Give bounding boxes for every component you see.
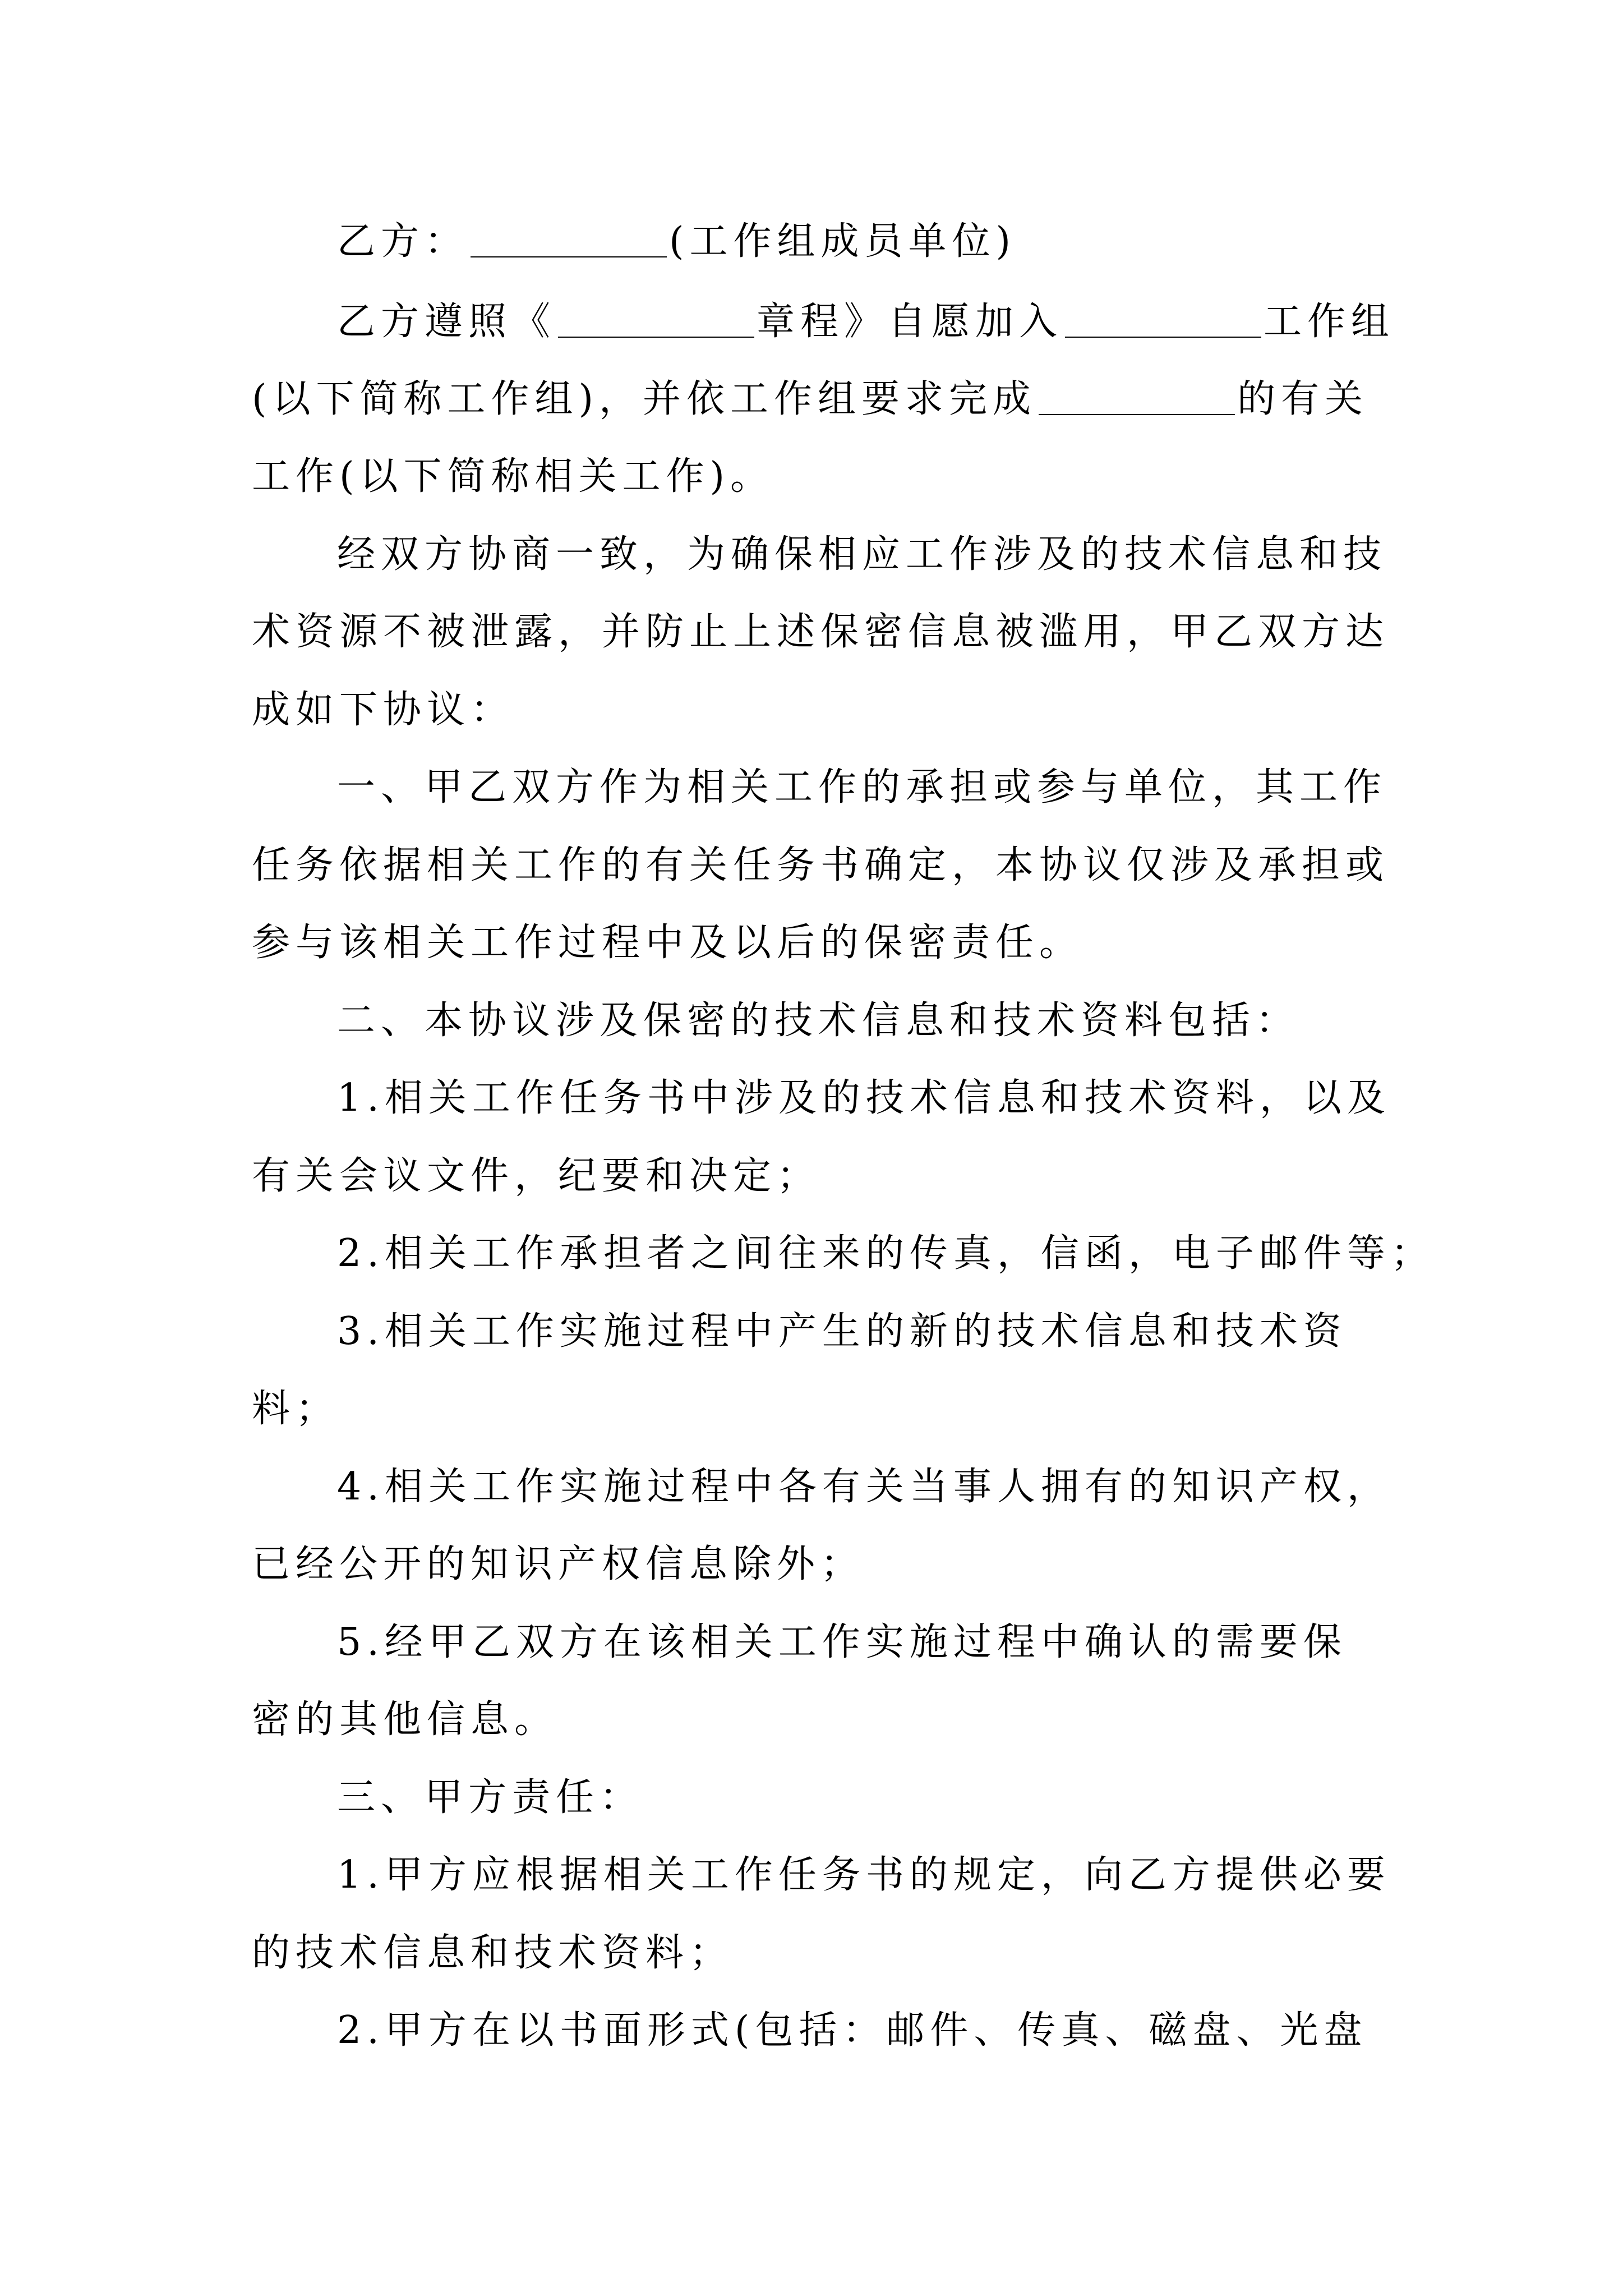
clause-3-item-2-line-1: 2.甲方在以书面形式(包括：邮件、传真、磁盘、光盘 [337,2008,1368,2053]
para-consensus-line-1: 经双方协商一致，为确保相应工作涉及的技术信息和技 [337,532,1387,577]
charter-blank [558,304,754,338]
clause-3-item-1-line-1: 1.甲方应根据相关工作任务书的规定，向乙方提供必要 [337,1853,1391,1897]
party-b-blank [471,224,667,257]
text-segment: 乙方遵照《 [337,300,556,344]
party-b-note: (工作组成员单位) [669,219,1017,264]
task-blank [1039,381,1235,415]
clause-3-item-1-line-2: 的技术信息和技术资料； [252,1931,734,1975]
text-segment: 工作组 [1264,300,1395,344]
clause-1-line-2: 任务依据相关工作的有关任务书确定，本协议仅涉及承担或 [252,843,1390,887]
clause-2-item-3-line-1: 3.相关工作实施过程中产生的新的技术信息和技术资 [337,1309,1347,1354]
clause-2-item-5-line-1: 5.经甲乙双方在该相关工作实施过程中确认的需要保 [337,1620,1347,1664]
para-join-line-1 [337,295,1395,349]
clause-2-item-5-line-2: 密的其他信息。 [252,1697,559,1742]
party-b-line [337,215,1380,269]
text-segment: 的有关 [1237,377,1369,421]
clause-2-heading: 二、本协议涉及保密的技术信息和技术资料包括： [337,999,1300,1043]
clause-2-item-4-line-1: 4.相关工作实施过程中各有关当事人拥有的知识产权， [337,1465,1391,1509]
clause-1-line-1: 一、甲乙双方作为相关工作的承担或参与单位，其工作 [337,765,1387,809]
party-b-label: 乙方： [337,219,469,264]
text-segment: 章程》自愿加入 [757,300,1063,344]
clause-1-line-3: 参与该相关工作过程中及以后的保密责任。 [252,921,1083,965]
clause-2-item-4-line-2: 已经公开的知识产权信息除外； [252,1542,865,1586]
clause-3-heading: 三、甲方责任： [337,1775,644,1820]
para-consensus-line-2: 术资源不被泄露，并防止上述保密信息被滥用，甲乙双方达 [252,610,1390,654]
text-segment: (以下简称工作组)，并依工作组要求完成 [252,377,1037,421]
clause-2-item-1-line-1: 1.相关工作任务书中涉及的技术信息和技术资料，以及 [337,1076,1391,1120]
clause-2-item-1-line-2: 有关会议文件，纪要和决定； [252,1154,821,1198]
clause-2-item-2: 2.相关工作承担者之间往来的传真，信函，电子邮件等； [337,1231,1435,1276]
clause-2-item-3-line-2: 料； [252,1387,340,1431]
para-join-line-2 [252,372,1379,426]
para-join-line-3: 工作(以下简称相关工作)。 [252,454,774,499]
para-consensus-line-3: 成如下协议： [252,688,515,732]
workgroup-blank [1065,304,1261,338]
